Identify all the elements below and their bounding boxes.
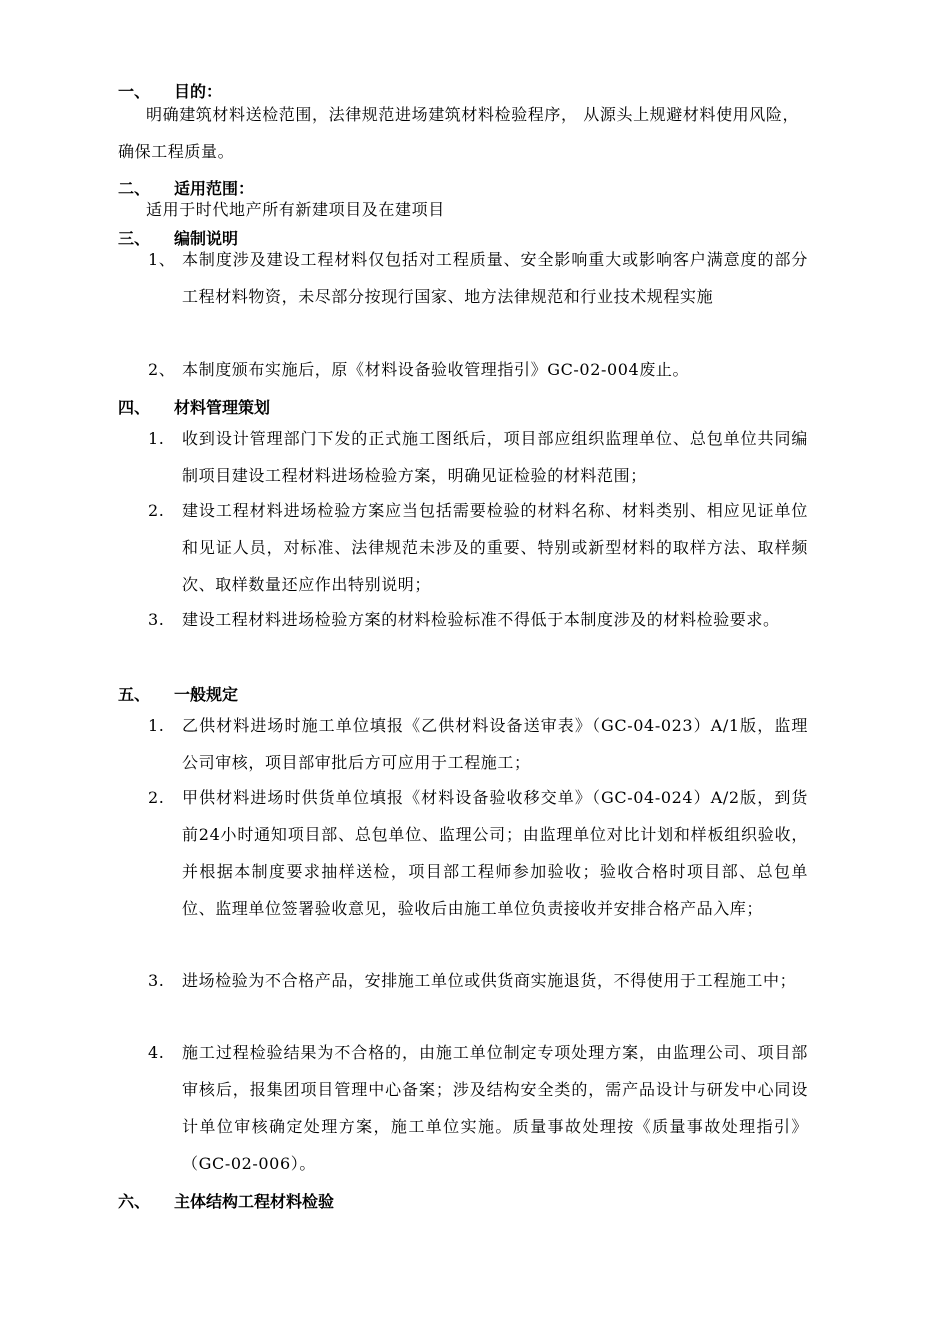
section-heading-4 bbox=[118, 395, 270, 418]
list-item bbox=[148, 707, 808, 781]
list-item-text: 甲供材料进场时供货单位填报《材料设备验收移交单》（GC-04-024）A/2版，到货前24小时通知项目部、总包单位、监理公司；由监理单位对比计划和样板组织验收，并根据本制度要求抽样送检，项目部工程师参加验收；验收合格时项目部、总包单位、监理单位签署验收意见，验收后由施工单位负责接收并安排合格产品入库； bbox=[182, 788, 808, 918]
section-body-2 bbox=[146, 192, 806, 228]
section-title: 适用范围： bbox=[174, 179, 255, 198]
list-item bbox=[148, 962, 808, 999]
section-title: 一般规定 bbox=[174, 685, 239, 704]
list-item bbox=[148, 779, 808, 927]
list-item-text: 本制度颁布实施后，原《材料设备验收管理指引》GC-02-004废止。 bbox=[182, 360, 690, 379]
list-marker: 2. bbox=[148, 501, 165, 520]
list-marker: 1、 bbox=[148, 250, 176, 269]
list-item-text: 收到设计管理部门下发的正式施工图纸后，项目部应组织监理单位、总包单位共同编制项目建设工程材料进场检验方案，明确见证检验的材料范围； bbox=[182, 429, 808, 485]
list-item-text: 建设工程材料进场检验方案的材料检验标准不得低于本制度涉及的材料检验要求。 bbox=[182, 610, 780, 629]
section-number: 一、 bbox=[118, 82, 151, 101]
list-item-text: 乙供材料进场时施工单位填报《乙供材料设备送审表》（GC-04-023）A/1版，监理公司审核，项目部审批后方可应用于工程施工； bbox=[182, 716, 808, 772]
section-number: 二、 bbox=[118, 179, 151, 198]
section-title: 材料管理策划 bbox=[174, 398, 271, 417]
section-number: 四、 bbox=[118, 398, 151, 417]
list-marker: 2、 bbox=[148, 360, 176, 379]
section-body-1 bbox=[118, 96, 806, 170]
list-marker: 1. bbox=[148, 429, 165, 448]
list-item bbox=[148, 492, 808, 603]
section-number: 五、 bbox=[118, 685, 151, 704]
list-item-text: 本制度涉及建设工程材料仅包括对工程质量、安全影响重大或影响客户满意度的部分工程材料物资，未尽部分按现行国家、地方法律规范和行业技术规程实施 bbox=[182, 250, 808, 306]
list-item bbox=[148, 601, 808, 638]
section-title: 编制说明 bbox=[174, 229, 239, 248]
paragraph-text: 适用于时代地产所有新建项目及在建项目 bbox=[146, 200, 445, 219]
list-item-text: 建设工程材料进场检验方案应当包括需要检验的材料名称、材料类别、相应见证单位和见证人员，对标准、法律规范未涉及的重要、特别或新型材料的取样方法、取样频次、取样数量还应作出特别说明； bbox=[182, 501, 808, 594]
section-number: 三、 bbox=[118, 229, 151, 248]
list-item bbox=[148, 351, 808, 388]
section-heading-6 bbox=[118, 1189, 334, 1212]
section-title: 主体结构工程材料检验 bbox=[174, 1192, 335, 1211]
list-item bbox=[148, 1034, 808, 1182]
list-marker: 4. bbox=[148, 1043, 165, 1062]
section-heading-5 bbox=[118, 682, 238, 705]
list-item-text: 施工过程检验结果为不合格的，由施工单位制定专项处理方案，由监理公司、项目部审核后，报集团项目管理中心备案；涉及结构安全类的，需产品设计与研发中心同设计单位审核确定处理方案，施工单位实施。质量事故处理按《质量事故处理指引》（GC-02-006）。 bbox=[182, 1043, 808, 1173]
paragraph-text: 明确建筑材料送检范围，法律规范进场建筑材料检验程序， 从源头上规避材料使用风险，确保工程质量。 bbox=[118, 105, 800, 161]
section-number: 六、 bbox=[118, 1192, 151, 1211]
list-marker: 3. bbox=[148, 610, 165, 629]
list-item-text: 进场检验为不合格产品，安排施工单位或供货商实施退货，不得使用于工程施工中； bbox=[182, 971, 797, 990]
section-title: 目的： bbox=[174, 82, 223, 101]
list-item bbox=[148, 241, 808, 315]
list-marker: 2. bbox=[148, 788, 165, 807]
list-marker: 3. bbox=[148, 971, 165, 990]
list-marker: 1. bbox=[148, 716, 165, 735]
list-item bbox=[148, 420, 808, 494]
